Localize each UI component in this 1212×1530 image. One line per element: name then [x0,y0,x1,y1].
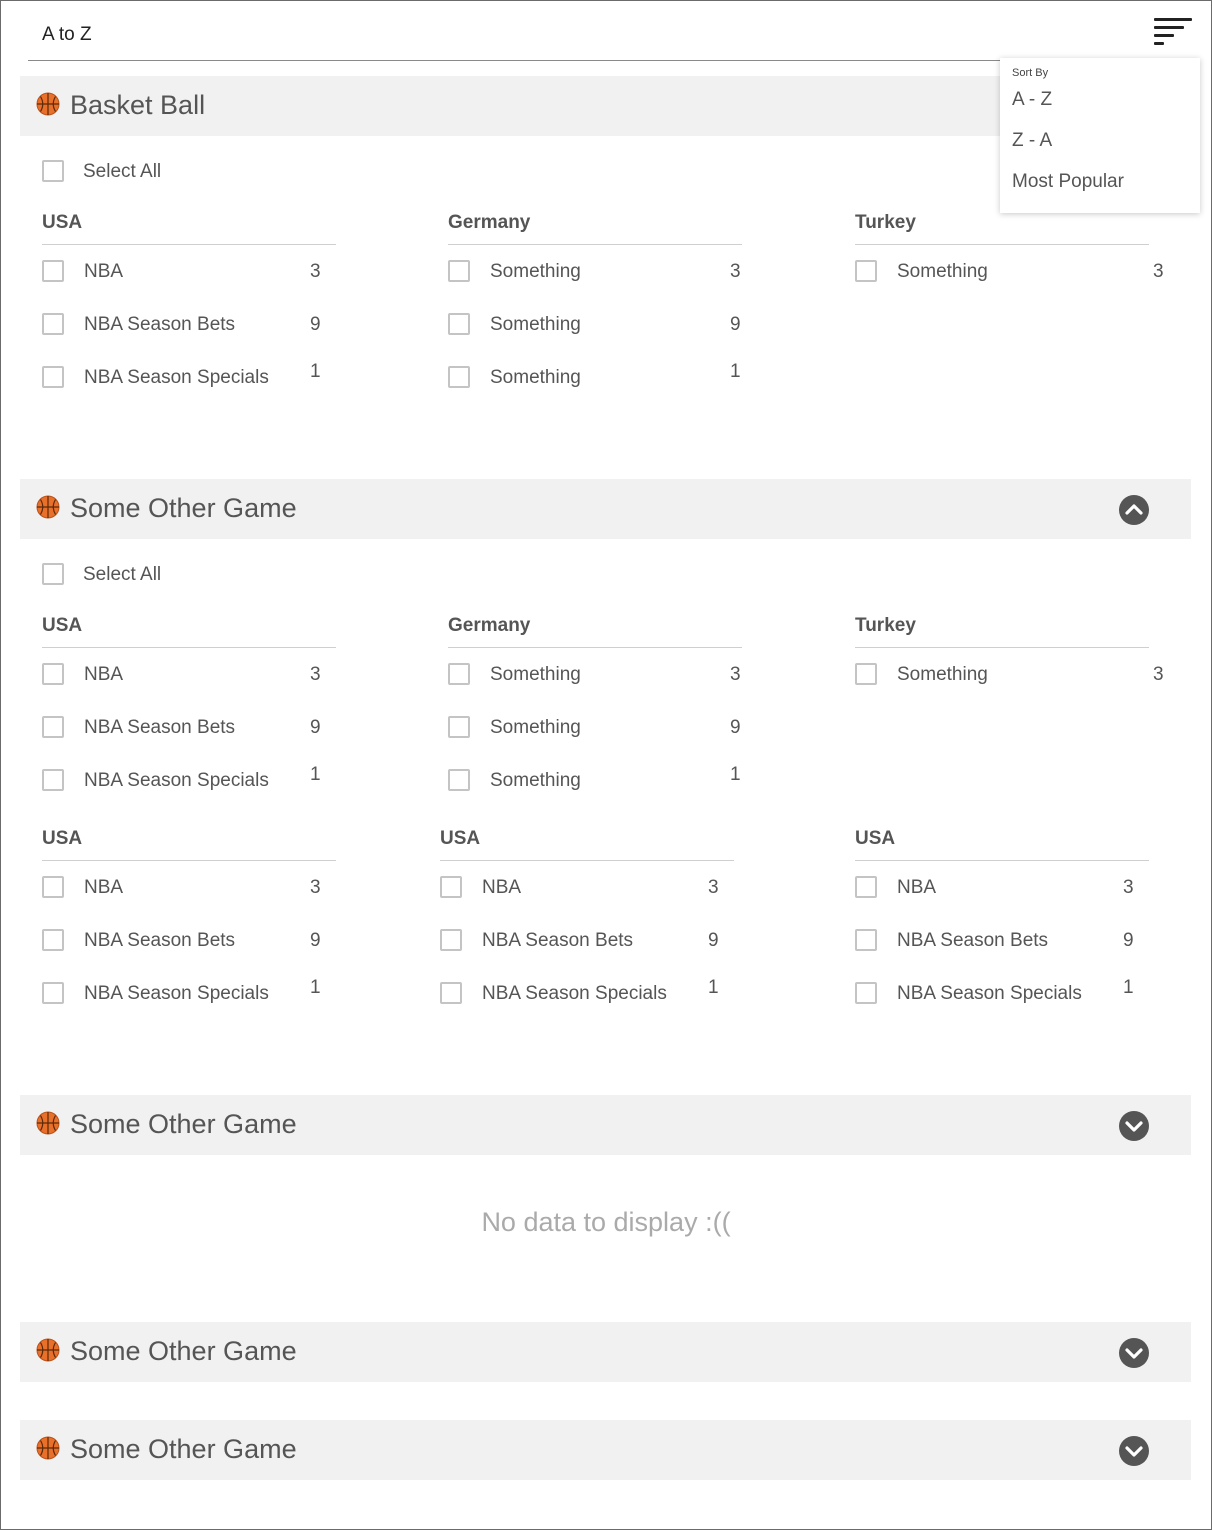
chevron-down-icon[interactable] [1119,1436,1149,1466]
basketball-icon [36,495,60,519]
section-title: Some Other Game [70,493,297,523]
list-item[interactable] [448,716,778,740]
item-checkbox[interactable] [855,876,877,898]
chevron-down-icon[interactable] [1119,1338,1149,1368]
select-all-label: Select All [83,161,162,182]
item-count: 3 [730,261,741,282]
item-label: NBA Season Bets [897,930,1049,951]
list-item[interactable] [440,977,770,1006]
group-divider [42,244,336,245]
item-label: NBA Season Specials [84,983,269,1004]
item-checkbox[interactable] [448,663,470,685]
section-header[interactable] [20,1322,1191,1382]
item-count: 9 [730,314,741,335]
item-checkbox[interactable] [42,769,64,791]
item-label: NBA [84,877,124,898]
sort-option-a-z[interactable]: A - Z [1012,89,1053,110]
list-item[interactable] [448,361,778,390]
item-label: Something [897,664,988,685]
item-checkbox[interactable] [42,260,64,282]
section-title: Some Other Game [70,1336,297,1366]
section-title: Basket Ball [70,90,206,120]
item-count: 3 [1153,261,1164,282]
select-all-checkbox[interactable] [42,160,64,182]
item-count: 3 [1123,877,1134,898]
group-title: Germany [448,212,531,233]
item-label: Something [490,261,581,282]
item-label: NBA Season Bets [84,930,236,951]
list-item[interactable] [42,977,372,1006]
select-all-label: Select All [83,564,162,585]
list-item[interactable] [855,876,1185,900]
list-item[interactable] [42,929,372,953]
list-item[interactable] [440,876,770,900]
group-title: USA [42,615,83,636]
group-divider [855,244,1149,245]
item-label: Something [490,717,581,738]
group-divider [42,860,336,861]
chevron-down-icon[interactable] [1119,1111,1149,1141]
item-count: 9 [708,930,719,951]
section-header[interactable] [20,1095,1191,1155]
list-item[interactable] [448,313,778,337]
group-divider [855,860,1149,861]
section-title: Some Other Game [70,1109,297,1139]
list-item[interactable] [42,313,372,337]
section-header[interactable] [20,1420,1191,1480]
item-count: 1 [708,977,719,998]
item-checkbox[interactable] [448,716,470,738]
sort-option-most-popular[interactable]: Most Popular [1012,171,1124,192]
item-count: 9 [310,717,321,738]
item-count: 1 [730,361,741,382]
list-item[interactable] [42,764,372,793]
group-divider [448,244,742,245]
item-count: 9 [310,930,321,951]
item-checkbox[interactable] [42,366,64,388]
item-checkbox[interactable] [855,260,877,282]
list-item[interactable] [440,929,770,953]
item-checkbox[interactable] [855,663,877,685]
item-label: Something [490,314,581,335]
item-count: 9 [1123,930,1134,951]
item-count: 3 [310,261,321,282]
group-title: USA [42,828,83,849]
list-item[interactable] [42,716,372,740]
item-checkbox[interactable] [448,313,470,335]
group-title: Turkey [855,615,916,636]
group-divider [855,647,1149,648]
item-label: NBA Season Specials [84,770,269,791]
item-count: 3 [708,877,719,898]
select-all-checkbox[interactable] [42,563,64,585]
list-item[interactable] [448,764,778,793]
item-checkbox[interactable] [448,366,470,388]
item-label: NBA [84,664,124,685]
current-sort-label: A to Z [42,24,92,45]
list-item[interactable] [42,876,372,900]
item-checkbox[interactable] [855,982,877,1004]
item-checkbox[interactable] [448,769,470,791]
list-item[interactable] [855,929,1185,953]
item-label: Something [897,261,988,282]
list-item[interactable] [42,260,372,284]
item-checkbox[interactable] [42,663,64,685]
item-label: Something [490,770,581,791]
item-checkbox[interactable] [448,260,470,282]
item-label: NBA Season Specials [84,367,269,388]
list-item[interactable] [448,260,778,284]
list-item[interactable] [855,260,1185,284]
list-item[interactable] [42,361,372,390]
item-count: 1 [1123,977,1134,998]
empty-state-message: No data to display :(( [481,1207,731,1237]
item-label: NBA [897,877,937,898]
item-label: NBA Season Bets [84,717,236,738]
item-count: 1 [310,764,321,785]
item-checkbox[interactable] [42,876,64,898]
item-label: NBA Season Specials [482,983,667,1004]
sort-menu-header: Sort By [1012,67,1049,79]
item-checkbox[interactable] [42,313,64,335]
item-checkbox[interactable] [440,929,462,951]
sort-option-z-a[interactable]: Z - A [1012,130,1053,151]
item-checkbox[interactable] [440,982,462,1004]
item-count: 9 [310,314,321,335]
group-title: USA [855,828,896,849]
basketball-icon [36,1338,60,1362]
basketball-icon [36,1436,60,1460]
item-label: NBA [482,877,522,898]
item-count: 1 [730,764,741,785]
sort-dropdown-menu [1000,58,1200,213]
item-checkbox[interactable] [42,929,64,951]
group-title: USA [42,212,83,233]
item-label: Something [490,367,581,388]
list-item[interactable] [855,977,1185,1006]
group-title: USA [440,828,481,849]
item-count: 3 [730,664,741,685]
item-label: NBA [84,261,124,282]
item-label: NBA Season Bets [84,314,236,335]
basketball-icon [36,1111,60,1135]
item-count: 3 [1153,664,1164,685]
item-count: 3 [310,877,321,898]
group-title: Germany [448,615,531,636]
sort-bar [28,0,1200,61]
item-checkbox[interactable] [42,716,64,738]
item-label: NBA Season Bets [482,930,634,951]
item-count: 9 [730,717,741,738]
item-checkbox[interactable] [855,929,877,951]
sort-icon[interactable] [1154,18,1192,46]
item-label: Something [490,664,581,685]
group-divider [448,647,742,648]
section-title: Some Other Game [70,1434,297,1464]
item-count: 3 [310,664,321,685]
list-item[interactable] [855,663,1185,687]
item-checkbox[interactable] [440,876,462,898]
list-item[interactable] [448,663,778,687]
group-divider [440,860,734,861]
list-item[interactable] [42,663,372,687]
section-header[interactable] [20,479,1191,539]
item-count: 1 [310,977,321,998]
group-title: Turkey [855,212,916,233]
group-divider [42,647,336,648]
item-checkbox[interactable] [42,982,64,1004]
basketball-icon [36,92,60,116]
item-label: NBA Season Specials [897,983,1082,1004]
chevron-up-icon[interactable] [1119,495,1149,525]
item-count: 1 [310,361,321,382]
